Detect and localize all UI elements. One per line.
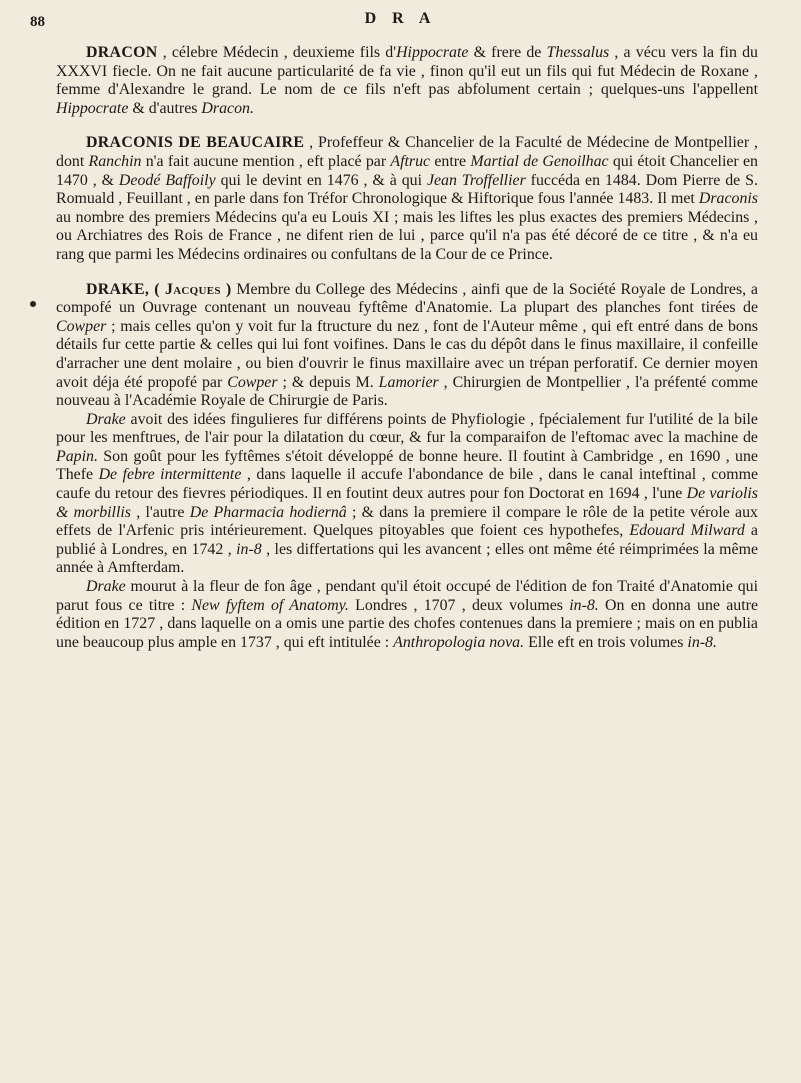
entry-draconis-de-beaucaire	[56, 134, 758, 264]
text-run: n'a fait aucune mention , eft placé par	[141, 152, 391, 170]
italic-text: Ranchin	[88, 152, 142, 170]
italic-text: Deodé Baffoily	[118, 171, 216, 189]
italic-text: Thessalus	[546, 44, 610, 61]
text-run: ; & depuis M.	[277, 373, 379, 391]
text-run: , l'autre	[131, 503, 190, 521]
entry-drake	[56, 281, 758, 411]
italic-text: De variolis & morbillis	[56, 485, 758, 521]
text-run: , Chirurgien de Montpellier , l'a préfenté comme nouveau à l'Académie Royale de Chirurgie de Paris.	[56, 373, 758, 410]
italic-text: De febre intermittente	[98, 466, 242, 484]
italic-text: Jean Troffellier	[426, 171, 526, 189]
text-run: ; & dans la premiere il compare le rôle de la petite vérole aux effets de l'Arfenic pris intérieurement. Quelques pitoyables que foient ces hypothefes,	[56, 503, 758, 540]
entry-text	[56, 134, 758, 263]
entry-text	[56, 578, 758, 651]
entry-drake-paragraph-3	[56, 578, 758, 652]
italic-text: De Pharmacia hodiernâ	[189, 503, 347, 521]
text-run: & d'autres	[128, 99, 202, 117]
text-run: qui étoit Chancelier en 1470 , &	[56, 152, 758, 189]
entry-headword: DRACON	[86, 44, 158, 61]
entry-text	[56, 281, 758, 410]
text-run: Londres , 1707 , deux volumes	[348, 596, 570, 614]
italic-text: Draconis	[698, 190, 758, 208]
italic-text: New fyftem of Anatomy.	[191, 596, 349, 614]
page-header	[30, 8, 771, 34]
entry-text	[56, 411, 758, 577]
text-run: qui le devint en 1476 , & à qui	[215, 171, 427, 189]
text-run: ; mais celles qu'on y voit fur la ftructure du nez , font de l'Auteur même , qui eft entré dans de bons détails fur cette partie & celles qui lui font voifines. Dans le cas du dépôt dans le finus maxillaire, il confeille d'arracher une dent molaire , ou bien d'ouvrir le finus maxillaire avec un trépan perforatif. Ce dernier moyen avoit déja été propofé par	[56, 317, 758, 391]
text-run: Son goût pour les fyftêmes s'étoit développé de bonne heure. Il foutint à Cambridge , en 1690 , une Thefe	[56, 447, 758, 484]
running-head: D R A	[364, 10, 437, 27]
text-run: Membre du College des Médecins , ainfi que de la Société Royale de Londres, a compofé un Ouvrage contenant un nouveau fyftême d'Anatomie. La plupart des planches font tirées de	[56, 280, 758, 317]
italic-text: Martial de Genoilhac	[470, 152, 609, 170]
italic-text: Hippocrate	[56, 99, 129, 117]
text-run: & frere de	[468, 44, 547, 61]
margin-mark	[30, 301, 36, 307]
entry-text	[56, 44, 758, 117]
text-run: , Profeffeur & Chancelier de la Faculté de Médecine de Montpellier , dont	[56, 134, 758, 170]
italic-text: Drake	[86, 410, 126, 428]
text-run: On en donna une autre édition en 1727 , dans laquelle on a omis une partie des chofes contenues dans la premiere ; mais on en publia une beaucoup plus ample en 1737 , qui eft intitulée :	[56, 596, 758, 651]
italic-text: Lamorier	[378, 373, 439, 391]
italic-text: in-8.	[569, 596, 599, 614]
italic-text: Cowper	[227, 373, 278, 391]
italic-text: Cowper	[56, 317, 107, 335]
italic-text: Dracon.	[201, 99, 254, 117]
italic-text: in-8.	[687, 633, 717, 651]
text-run: , les differtations qui les avancent ; elles ont même été réimprimées la même année à Amfterdam.	[56, 540, 758, 577]
text-run: entre	[430, 152, 471, 170]
text-run: au nombre des premiers Médecins qu'a eu Louis XI ; mais les liftes les plus exactes des premiers Médecins , ou Archiatres des Rois de France , ne difent rien de lui , parce qu'il n'a pas été décoré de ce titre , & n'a eu rang que parmi les Médecins ordinaires ou confultans de la Cour de ce Prince.	[56, 208, 758, 263]
text-run: avoit des idées fingulieres fur différens points de Phyfiologie , fpécialement fur l'utilité de la bile pour les menftrues, de l'air pour la dilatation du cœur, & fur la comparaifon de l'eftomac avec la machine de	[56, 410, 758, 447]
italic-text: Aftruc	[390, 152, 431, 170]
text-run: fuccéda en 1484. Dom Pierre de S. Romuald , Feuillant , en parle dans fon Tréfor Chronologique & Hiftorique fous l'année 1483. Il met	[56, 171, 758, 208]
entry-headword: DRAKE, ( Jacques )	[86, 280, 232, 298]
entry-drake-paragraph-2	[56, 411, 758, 578]
text-run: , a vécu vers la fin du XXXVI fiecle. On ne fait aucune particularité de fa vie , finon qu'il eut un fils qui fut Médecin de Roxane , femme d'Alexandre le grand. Le nom de ce fils n'eft pas abfolument certain ; quelques-uns l'appellent	[56, 44, 758, 99]
italic-text: Hippocrate	[396, 44, 469, 61]
entry-dracon	[56, 44, 758, 118]
dictionary-body	[56, 44, 758, 652]
entry-headword: DRACONIS DE BEAUCAIRE	[86, 134, 305, 152]
text-run: , dans laquelle il accufe l'abondance de bile , dans le canal inteftinal , comme caufe du retour des fievres périodiques. Il en foutint deux autres pour fon Doctorat en 1694 , l'une	[56, 466, 758, 503]
text-run: a publié à Londres, en 1742 ,	[56, 522, 758, 558]
text-run: , célebre Médecin , deuxieme fils d'	[157, 44, 397, 61]
text-run: mourut à la fleur de fon âge , pendant qu'il étoit occupé de l'édition de fon Traité d'Anatomie qui parut fous ce titre :	[56, 578, 758, 614]
italic-text: Papin.	[56, 447, 98, 465]
italic-text: Anthropologia nova.	[393, 633, 525, 651]
text-run: Elle eft en trois volumes	[524, 633, 688, 651]
italic-text: in-8	[236, 540, 262, 558]
italic-text: Drake	[86, 578, 126, 596]
italic-text: Edouard Milward	[629, 522, 745, 540]
page-number: 88	[30, 14, 45, 30]
